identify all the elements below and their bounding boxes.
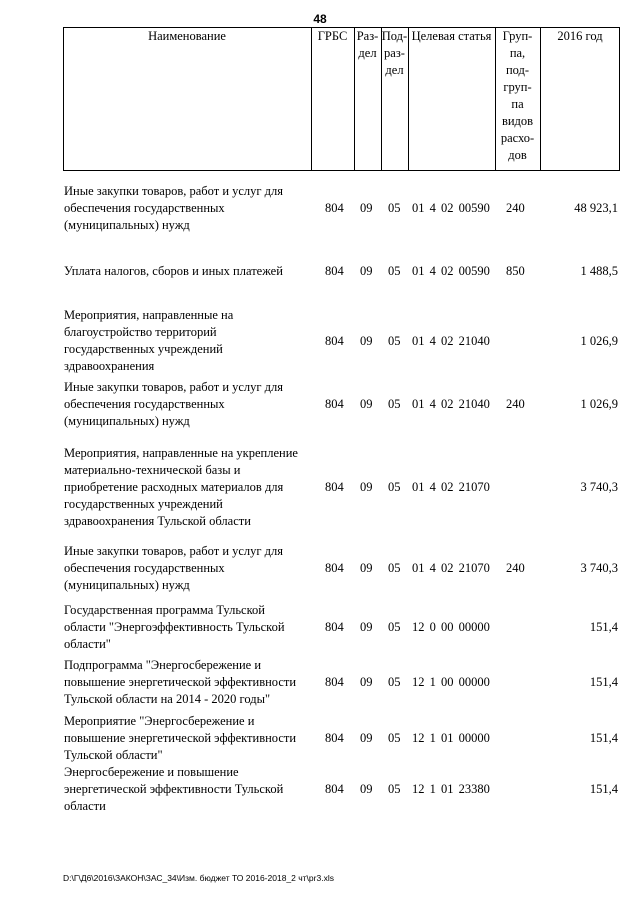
row-name (64, 445, 304, 530)
row-podrazdel: 05 (388, 561, 401, 575)
row-name (64, 764, 304, 815)
row-razdel: 09 (360, 480, 373, 494)
header-gruppa (495, 27, 540, 171)
header-line: Под- (381, 29, 408, 43)
row-razdel: 09 (360, 782, 373, 796)
row-name (64, 602, 304, 653)
row-name-line: Мероприятия, направленные на укрепление (64, 446, 298, 460)
header-line: раз- (384, 46, 405, 60)
row-name-line: энергетической эффективности Тульской (64, 782, 284, 796)
row-amount: 1 488,5 (580, 264, 618, 278)
row-razdel: 09 (360, 333, 373, 348)
row-name-line: обеспечения государственных (64, 561, 225, 575)
row-vid-rashodov: 240 (506, 201, 525, 215)
row-name-line: здравоохранения Тульской области (64, 514, 251, 528)
header-line: видов (501, 114, 534, 128)
table-row (63, 602, 620, 653)
file-path-footer: D:\Г\Д6\2016\ЗАКОН\ЗАС_34\Изм. бюджет ТО 2016-2018_2 чт\pr3.xls (63, 873, 334, 883)
row-podrazdel: 05 (388, 675, 401, 689)
row-name-line: Иные закупки товаров, работ и услуг для (64, 184, 284, 198)
row-podrazdel: 05 (388, 480, 401, 494)
row-grbs: 804 (325, 201, 344, 215)
row-name-line: (муниципальных) нужд (64, 414, 190, 428)
row-name-line: государственных учреждений (64, 342, 223, 356)
row-grbs: 804 (325, 675, 344, 689)
header-celevaya: Целевая статья (411, 29, 492, 43)
row-amount: 151,4 (589, 675, 618, 689)
header-name: Наименование (148, 29, 226, 43)
row-razdel: 09 (360, 620, 373, 634)
row-name-line: благоустройство территорий (64, 325, 217, 339)
header-line: дел (385, 63, 404, 77)
row-razdel: 09 (360, 561, 373, 575)
row-razdel: 09 (360, 397, 373, 411)
row-name-line: области (64, 799, 106, 813)
row-name-line: Тульской области на 2014 - 2020 годы" (64, 692, 271, 706)
row-razdel: 09 (360, 264, 373, 278)
row-name-line: повышение энергетической эффективности (64, 731, 297, 745)
budget-table (63, 27, 620, 817)
row-podrazdel: 05 (388, 620, 401, 634)
row-vid-rashodov: 850 (506, 264, 525, 278)
row-name-line: Тульской области" (64, 748, 163, 762)
row-name-line: повышение энергетической эффективности (64, 675, 297, 689)
row-name-line: Государственная программа Тульской (64, 603, 265, 617)
row-name (64, 543, 304, 594)
header-line: груп- (503, 80, 532, 94)
row-podrazdel: 05 (388, 782, 401, 796)
row-amount: 151,4 (589, 620, 618, 634)
row-podrazdel: 05 (388, 333, 401, 348)
table-row (63, 183, 620, 234)
row-celevaya-statya: 01 4 02 21040 (412, 397, 490, 411)
row-grbs: 804 (325, 397, 344, 411)
row-razdel: 09 (360, 731, 373, 745)
row-name (64, 307, 304, 375)
table-row (63, 764, 620, 815)
row-amount: 1 026,9 (580, 333, 618, 348)
row-razdel: 09 (360, 675, 373, 689)
row-grbs: 804 (325, 782, 344, 796)
row-name-line: обеспечения государственных (64, 397, 225, 411)
row-celevaya-statya: 01 4 02 00590 (412, 201, 490, 215)
header-razdel (354, 27, 381, 171)
table-row (63, 307, 620, 375)
row-name (64, 713, 304, 764)
header-line: под- (505, 63, 530, 77)
row-name-line: материально-технической базы и (64, 463, 241, 477)
row-grbs: 804 (325, 480, 344, 494)
row-celevaya-statya: 12 1 01 23380 (412, 782, 490, 796)
row-vid-rashodov: 240 (506, 397, 525, 411)
row-celevaya-statya: 01 4 02 21040 (412, 333, 490, 348)
row-podrazdel: 05 (388, 397, 401, 411)
row-name-line: области" (64, 637, 111, 651)
page-number: 48 (313, 12, 327, 26)
row-grbs: 804 (325, 333, 344, 348)
row-celevaya-statya: 01 4 02 00590 (412, 264, 490, 278)
header-line: Груп- (502, 29, 533, 43)
row-grbs: 804 (325, 620, 344, 634)
row-name-line: обеспечения государственных (64, 201, 225, 215)
table-row (63, 713, 620, 764)
row-celevaya-statya: 12 1 00 00000 (412, 675, 490, 689)
row-amount: 151,4 (589, 731, 618, 745)
row-name-line: области "Энергоэффективность Тульской (64, 620, 285, 634)
table-row (63, 379, 620, 430)
table-row (63, 263, 620, 280)
row-name-line: (муниципальных) нужд (64, 218, 190, 232)
header-year: 2016 год (557, 29, 603, 43)
row-name (64, 183, 304, 234)
row-name (64, 263, 304, 280)
header-line: Раз- (356, 29, 379, 43)
row-name-line: Мероприятия, направленные на (64, 308, 234, 322)
header-line: дел (358, 46, 377, 60)
header-line: па (511, 97, 524, 111)
row-amount: 1 026,9 (580, 397, 618, 411)
row-razdel: 09 (360, 201, 373, 215)
table-row (63, 445, 620, 530)
row-celevaya-statya: 01 4 02 21070 (412, 480, 490, 494)
row-podrazdel: 05 (388, 201, 401, 215)
header-line: дов (508, 148, 527, 162)
header-line: расхо- (500, 131, 535, 145)
row-celevaya-statya: 01 4 02 21070 (412, 561, 490, 575)
table-row (63, 543, 620, 594)
row-name-line: приобретение расходных материалов для (64, 480, 284, 494)
row-name-line: Иные закупки товаров, работ и услуг для (64, 380, 284, 394)
header-podrazdel (381, 27, 408, 171)
row-podrazdel: 05 (388, 264, 401, 278)
row-vid-rashodov: 240 (506, 561, 525, 575)
row-celevaya-statya: 12 0 00 00000 (412, 620, 490, 634)
row-name-line: Подпрограмма "Энергосбережение и (64, 658, 262, 672)
row-celevaya-statya: 12 1 01 00000 (412, 731, 490, 745)
row-name-line: Уплата налогов, сборов и иных платежей (64, 264, 283, 278)
row-name-line: здравоохранения (64, 359, 155, 373)
row-grbs: 804 (325, 561, 344, 575)
row-name-line: Иные закупки товаров, работ и услуг для (64, 544, 284, 558)
row-amount: 3 740,3 (580, 561, 618, 575)
row-name-line: (муниципальных) нужд (64, 578, 190, 592)
row-grbs: 804 (325, 731, 344, 745)
row-amount: 48 923,1 (574, 201, 618, 215)
row-name (64, 379, 304, 430)
row-grbs: 804 (325, 264, 344, 278)
row-name-line: Мероприятие "Энергосбережение и (64, 714, 255, 728)
row-podrazdel: 05 (388, 731, 401, 745)
row-name (64, 657, 304, 708)
row-name-line: Энергосбережение и повышение (64, 765, 239, 779)
row-amount: 3 740,3 (580, 480, 618, 494)
row-amount: 151,4 (589, 782, 618, 796)
row-name-line: государственных учреждений (64, 497, 223, 511)
header-grbs: ГРБС (317, 29, 348, 43)
table-row (63, 657, 620, 708)
header-line: па, (509, 46, 526, 60)
